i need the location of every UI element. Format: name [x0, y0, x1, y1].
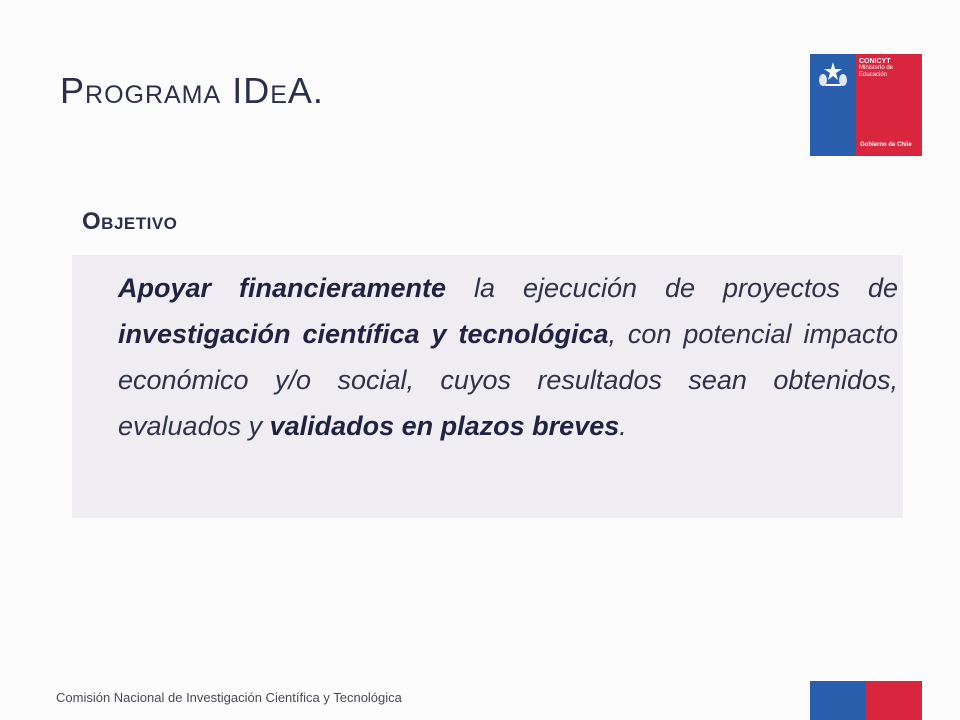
- flag-red: [866, 681, 922, 720]
- objective-text-3: .: [619, 411, 627, 441]
- section-subtitle: Objetivo: [82, 208, 178, 235]
- logo-ministry-line2: Educación: [859, 72, 888, 78]
- logo-government: Gobierno de Chile: [860, 142, 912, 148]
- objective-emphasis-1: Apoyar financieramente: [118, 273, 447, 303]
- footer-text: Comisión Nacional de Investigación Científica y Tecnológica: [56, 690, 402, 705]
- objective-text: [118, 265, 898, 449]
- logo-red-block: [856, 54, 922, 156]
- logo-org-name: CONICYT: [859, 58, 891, 65]
- objective-emphasis-3: validados en plazos breves: [269, 411, 620, 441]
- flag-blue: [810, 681, 866, 720]
- objective-panel: [72, 255, 903, 518]
- objective-text-1: la ejecución de proyectos de: [446, 273, 898, 303]
- logo-ministry-line1: Ministerio de: [859, 65, 894, 71]
- conicyt-logo: [810, 54, 922, 156]
- slide-title: Programa IDeA.: [60, 70, 324, 111]
- logo-blue-block: [810, 54, 856, 156]
- footer-flag: [810, 681, 922, 720]
- objective-text-2: , con potencial impacto económico y/o social, cuyos resultados sean obtenidos, evaluados y: [118, 319, 898, 441]
- chile-crest-icon: [817, 60, 849, 88]
- objective-emphasis-2: investigación científica y tecnológica: [118, 319, 609, 349]
